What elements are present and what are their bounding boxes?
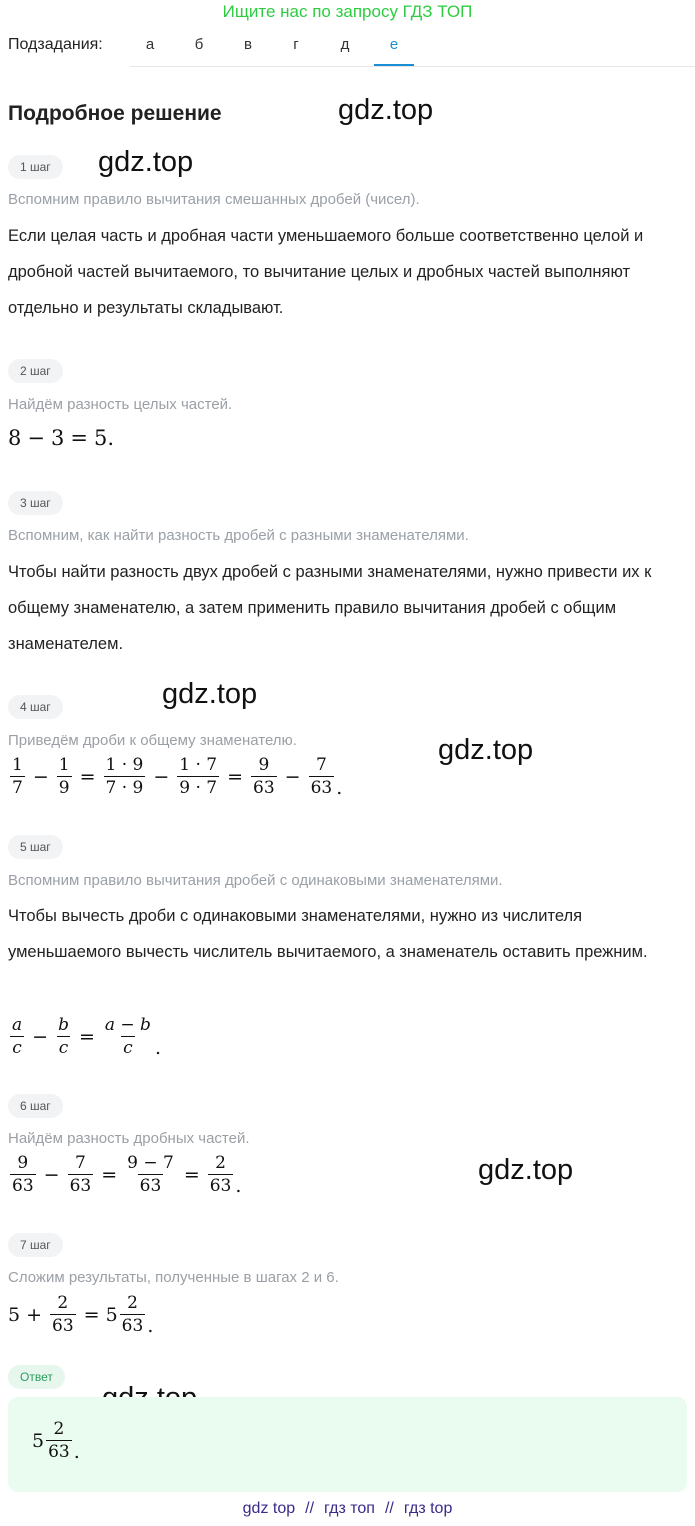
denominator: 7 — [12, 778, 23, 798]
equals-sign: = — [79, 765, 96, 788]
step-badge: 7 шаг — [8, 1233, 63, 1257]
math-term: 3 — [50, 426, 65, 450]
minus-sign: − — [32, 1025, 49, 1048]
math-term: 5 — [32, 1429, 45, 1452]
minus-sign: − — [153, 765, 170, 788]
step-badge: 4 шаг — [8, 695, 63, 719]
denominator: 9 — [58, 778, 70, 798]
step-hint: Найдём разность дробных частей. — [8, 1130, 250, 1147]
numerator: a − b — [104, 1015, 151, 1035]
denominator: 63 — [69, 1176, 92, 1196]
watermark: gdz.top — [438, 734, 534, 766]
equals-sign: = — [78, 1025, 95, 1048]
math-term: 5. — [93, 426, 115, 450]
watermark: gdz.top — [162, 678, 258, 710]
denominator: 63 — [48, 1442, 70, 1462]
fraction — [10, 1152, 36, 1197]
step-formula — [8, 754, 342, 799]
subtask-tab-b[interactable]: б — [194, 36, 204, 53]
numerator: 9 − 7 — [127, 1153, 174, 1173]
equals-sign: = — [70, 426, 88, 450]
subtask-tab-a[interactable]: а — [145, 36, 155, 53]
denominator: 7 · 9 — [105, 778, 144, 798]
numerator: 7 — [74, 1153, 86, 1173]
fraction — [208, 1152, 234, 1197]
fraction — [46, 1418, 72, 1463]
step-badge: 6 шаг — [8, 1094, 63, 1118]
step-hint: Вспомним правило вычитания смешанных дробей (чисел). — [8, 191, 420, 208]
numerator: 2 — [215, 1153, 226, 1173]
plus-sign: + — [26, 1303, 43, 1326]
denominator: 63 — [12, 1176, 34, 1196]
step-hint: Сложим результаты, полученные в шагах 2 и 6. — [8, 1269, 339, 1286]
step-hint: Приведём дроби к общему знаменателю. — [8, 732, 297, 749]
watermark: gdz.top — [478, 1154, 574, 1186]
step-formula — [8, 1014, 161, 1059]
step-formula — [8, 1292, 153, 1337]
step-hint: Вспомним, как найти разность дробей с разными знаменателями. — [8, 527, 469, 544]
fraction — [251, 754, 277, 799]
watermark: gdz.top — [338, 94, 434, 126]
subtask-tab-d[interactable]: д — [340, 36, 350, 53]
period: . — [154, 1037, 161, 1059]
step-badge: 1 шаг — [8, 155, 63, 179]
fraction — [125, 1152, 176, 1197]
denominator: 63 — [253, 778, 275, 798]
equals-sign: = — [183, 1163, 200, 1186]
equals-sign: = — [227, 765, 244, 788]
subtask-tab-e[interactable]: е — [374, 32, 414, 66]
step-hint: Найдём разность целых частей. — [8, 396, 233, 413]
fraction — [68, 1152, 94, 1197]
equals-sign: = — [83, 1303, 100, 1326]
numerator: a — [12, 1015, 23, 1035]
denominator: 63 — [310, 778, 333, 798]
denominator: c — [123, 1038, 133, 1058]
footer-separator: // — [384, 1500, 394, 1517]
step-text: Чтобы вычесть дроби с одинаковыми знаменателями, нужно из числителя уменьшаемого вычесть числитель вычитаемого, а знаменатель оставить прежним. — [8, 907, 648, 961]
numerator: b — [58, 1015, 69, 1035]
math-term: 5 — [8, 1303, 21, 1326]
subtask-tab-v[interactable]: в — [244, 36, 252, 53]
math-term: 8 — [8, 426, 22, 450]
denominator: 63 — [121, 1316, 144, 1336]
fraction — [104, 754, 146, 799]
step-hint: Вспомним правило вычитания дробей с одинаковыми знаменателями. — [8, 872, 503, 889]
numerator: 1 · 9 — [105, 755, 144, 775]
answer-formula — [32, 1418, 80, 1463]
denominator: 63 — [52, 1316, 74, 1336]
minus-sign: − — [43, 1163, 60, 1186]
numerator: 7 — [316, 755, 327, 775]
minus-sign: − — [284, 765, 301, 788]
period: . — [336, 777, 343, 799]
watermark: gdz.top — [98, 146, 194, 178]
period: . — [73, 1441, 80, 1463]
math-term: 5 — [105, 1303, 118, 1326]
numerator: 2 — [127, 1293, 138, 1313]
answer-badge: Ответ — [8, 1365, 65, 1389]
numerator: 1 · 7 — [179, 755, 218, 775]
fraction — [10, 754, 25, 799]
subtasks-tabs — [130, 32, 695, 67]
footer-link[interactable]: gdz top — [242, 1500, 296, 1517]
footer-separator: // — [305, 1500, 315, 1517]
fraction — [103, 1014, 153, 1059]
subtasks-label: Подзадания: — [8, 36, 103, 53]
period: . — [147, 1315, 154, 1337]
subtask-tab-g[interactable]: г — [293, 36, 299, 53]
page-title: Подробное решение — [8, 102, 222, 125]
denominator: 9 · 7 — [179, 778, 218, 798]
fraction — [177, 754, 219, 799]
step-formula — [8, 1152, 241, 1197]
answer-box — [8, 1397, 687, 1492]
numerator: 9 — [17, 1153, 29, 1173]
footer-link[interactable]: гдз top — [403, 1500, 453, 1517]
minus-sign: − — [27, 426, 45, 450]
step-formula — [8, 426, 114, 450]
fraction — [57, 754, 72, 799]
step-text: Чтобы найти разность двух дробей с разными знаменателями, нужно привести их к общему знаменателю, а затем применить правило вычитания дробей с общим знаменателем. — [8, 563, 652, 653]
denominator: 63 — [209, 1176, 232, 1196]
fraction — [50, 1292, 76, 1337]
denominator: c — [58, 1038, 69, 1058]
numerator: 1 — [12, 755, 23, 775]
denominator: 63 — [139, 1176, 162, 1196]
period: . — [235, 1175, 242, 1197]
fraction — [10, 1014, 24, 1059]
footer-link[interactable]: гдз топ — [324, 1500, 375, 1517]
fraction — [56, 1014, 71, 1059]
minus-sign: − — [32, 765, 49, 788]
footer-links — [0, 1500, 695, 1518]
step-badge: 2 шаг — [8, 359, 63, 383]
step-badge: 3 шаг — [8, 491, 63, 515]
numerator: 2 — [57, 1293, 69, 1313]
equals-sign: = — [101, 1163, 118, 1186]
numerator: 2 — [53, 1419, 65, 1439]
fraction — [309, 754, 335, 799]
denominator: c — [12, 1038, 22, 1058]
subtasks-nav — [8, 36, 103, 54]
numerator: 9 — [258, 755, 270, 775]
step-badge: 5 шаг — [8, 835, 63, 859]
step-text: Если целая часть и дробная части уменьшаемого больше соответственно целой и дробной частей вычитаемого, то вычитание целых и дробных частей выполняют отдельно и результаты складывают. — [8, 227, 644, 317]
numerator: 1 — [58, 755, 70, 775]
promo-banner[interactable]: Ищите нас по запросу ГДЗ ТОП — [222, 2, 473, 21]
fraction — [120, 1292, 146, 1337]
